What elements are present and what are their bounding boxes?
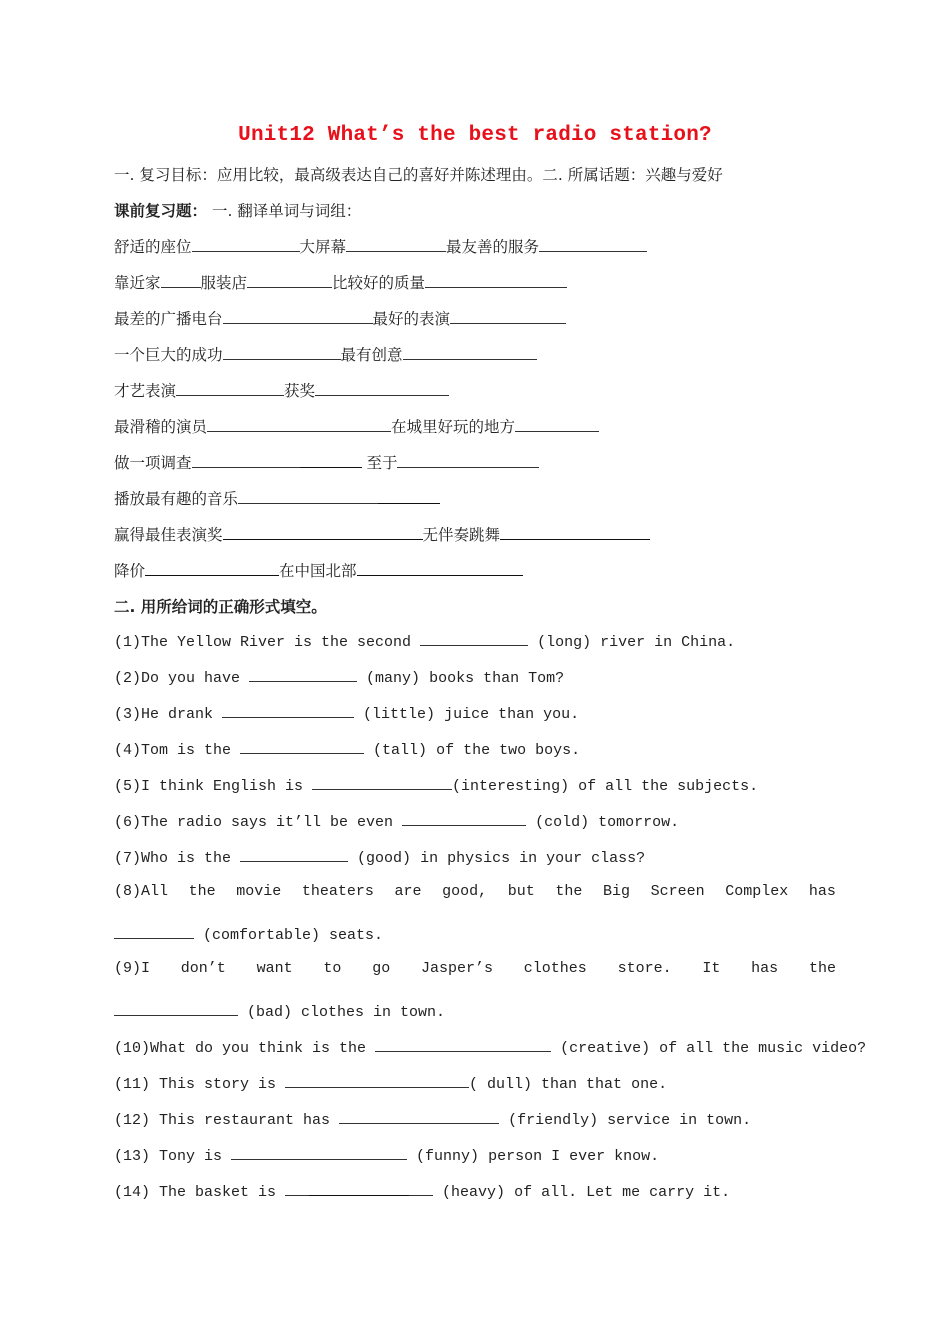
exercise-text: (11) This story is [114,1076,286,1093]
exercise-item [114,1181,730,1201]
vocab-item: 舒适的座位 [114,238,192,256]
word-hint: (bad) [247,1004,293,1021]
answer-blank[interactable] [192,453,300,468]
exercise-word: the [188,883,216,900]
answer-blank[interactable] [161,273,201,288]
exercise-text: (4)Tom is the [114,742,241,759]
answer-blank[interactable] [238,489,378,504]
exercise-word: (9)I [114,960,151,977]
vocab-row [114,487,440,509]
exercise-item-continuation [114,924,383,944]
vocab-row [114,343,537,365]
vocab-item: 才艺表演 [114,382,177,400]
answer-blank[interactable] [515,417,599,432]
word-hint: (little) [363,706,436,723]
exercise-text: than that one. [532,1076,668,1093]
answer-blank[interactable] [500,525,650,540]
exercise-word: has [751,960,779,977]
answer-blank[interactable] [397,453,539,468]
exercise-item [114,775,758,795]
answer-blank[interactable] [285,1181,309,1196]
answer-blank[interactable] [300,453,362,468]
exercise-item [114,703,579,723]
vocab-item: 最有创意 [340,346,403,364]
word-hint: (heavy) [442,1184,506,1201]
vocab-item: 靠近家 [114,274,161,292]
vocab-item: 播放最有趣的音乐 [114,490,239,508]
word-hint: (funny) [416,1148,480,1165]
exercise-item-justified [114,883,836,900]
word-hint: (interesting) [452,778,570,795]
answer-blank[interactable] [285,1073,469,1088]
word-hint: (creative) [560,1040,651,1057]
answer-blank[interactable] [192,237,300,252]
answer-blank[interactable] [309,1181,409,1196]
exercise-text: (1)The Yellow River is the second [114,634,421,651]
vocab-item: 降价 [114,562,146,580]
exercise-word: Complex [725,883,789,900]
exercise-item [114,631,735,651]
exercise-text: tomorrow. [589,814,680,831]
vocab-row [114,307,566,329]
word-hint: (cold) [535,814,590,831]
answer-blank[interactable] [409,1181,433,1196]
exercise-word: good, [442,883,488,900]
answer-blank[interactable] [378,489,440,504]
exercise-word: the [555,883,583,900]
answer-blank[interactable] [312,775,452,790]
exercise-text: clothes in town. [292,1004,446,1021]
answer-blank[interactable] [425,273,567,288]
exercise-word: don’t [180,960,226,977]
answer-blank[interactable] [145,561,279,576]
word-hint: ( dull) [469,1076,533,1093]
vocab-item: 至于 [366,454,398,472]
intro-objectives: 一. 复习目标：应用比较，最高级表达自己的喜好并陈述理由。二. 所属话题：兴趣与爱好 [114,166,723,184]
exercise-item [114,739,580,759]
answer-blank[interactable] [450,309,566,324]
exercise-item [114,1037,866,1057]
exercise-item [114,1145,659,1165]
answer-blank[interactable] [223,525,423,540]
exercise-text: books than Tom? [420,670,565,687]
vocab-item: 大屏幕 [299,238,347,256]
answer-blank[interactable] [420,631,528,646]
word-hint: (friendly) [508,1112,599,1129]
word-hint: (many) [366,670,421,687]
exercise-text: (10)What do you think is the [114,1040,376,1057]
vocab-row [114,451,539,473]
exercise-text: of all. Let me carry it. [505,1184,731,1201]
exercise-item-justified [114,960,836,977]
word-hint: (long) [537,634,592,651]
exercise-text: (6)The radio says it’ll be even [114,814,403,831]
exercise-word: the [808,960,836,977]
exercise-word: (8)All [114,883,169,900]
exercise-item-continuation [114,1001,445,1021]
answer-blank[interactable] [402,811,526,826]
answer-blank[interactable] [346,237,446,252]
vocab-row [114,379,449,401]
vocab-item: 在中国北部 [279,562,357,580]
exercise-item [114,1109,751,1129]
exercise-word: want [256,960,293,977]
answer-blank[interactable] [114,1001,238,1016]
exercise-text: (3)He drank [114,706,223,723]
vocab-item: 最友善的服务 [446,238,540,256]
answer-blank[interactable] [222,703,354,718]
exercise-item [114,667,564,687]
vocab-item: 获奖 [284,382,316,400]
vocab-item: 做一项调查 [114,454,192,472]
exercise-word: Screen [650,883,705,900]
exercise-word: has [808,883,836,900]
exercise-word: to [323,960,342,977]
exercise-text: (7)Who is the [114,850,241,867]
section1-heading: 一. 翻译单词与词组： [211,202,362,220]
answer-blank[interactable] [231,1145,407,1160]
vocab-item: 在城里好玩的地方 [391,418,516,436]
vocab-row [114,559,523,581]
exercise-item [114,847,645,867]
exercise-text: seats. [320,927,384,944]
vocab-item: 一个巨大的成功 [114,346,223,364]
exercise-word: theaters [301,883,374,900]
answer-blank[interactable] [114,924,194,939]
exercise-word: Jasper’s [420,960,493,977]
answer-blank[interactable] [240,739,364,754]
answer-blank[interactable] [240,847,348,862]
vocab-item: 服装店 [200,274,248,292]
exercise-text: juice than you. [435,706,580,723]
exercise-text: in physics in your class? [411,850,646,867]
vocab-row [114,523,650,545]
vocab-row [114,235,647,257]
exercise-text: (12) This restaurant has [114,1112,340,1129]
answer-blank[interactable] [339,1109,499,1124]
answer-blank[interactable] [315,381,449,396]
exercise-item [114,811,679,831]
vocab-row [114,271,567,293]
vocab-item: 比较好的质量 [332,274,426,292]
page-title: Unit12 What’s the best radio station? [238,124,712,147]
answer-blank[interactable] [223,345,341,360]
exercise-word: but [507,883,535,900]
answer-blank[interactable] [403,345,537,360]
vocab-item: 最差的广播电台 [114,310,223,328]
answer-blank[interactable] [223,309,373,324]
answer-blank[interactable] [375,1037,551,1052]
exercise-text: (14) The basket is [114,1184,286,1201]
exercise-word: movie [236,883,282,900]
exercise-word: Big [603,883,631,900]
vocab-item: 无伴奏跳舞 [422,526,501,544]
exercise-text: (5)I think English is [114,778,313,795]
answer-blank[interactable] [357,561,523,576]
section1-header [114,199,361,221]
exercise-text: (13) Tony is [114,1148,232,1165]
answer-blank[interactable] [539,237,647,252]
exercise-text: (2)Do you have [114,670,250,687]
exercise-text: river in China. [591,634,736,651]
answer-blank[interactable] [249,667,357,682]
vocab-item: 最滑稽的演员 [114,418,208,436]
exercise-text: of all the subjects. [569,778,759,795]
section2-heading: 二. 用所给词的正确形式填空。 [114,598,327,616]
section1-label: 课前复习题： [114,202,208,220]
exercise-text: person I ever know. [479,1148,660,1165]
exercise-text: of all the music video? [650,1040,867,1057]
vocab-row [114,415,599,437]
answer-blank[interactable] [176,381,284,396]
exercise-word: clothes [523,960,587,977]
exercise-word: are [394,883,422,900]
word-hint: (comfortable) [203,927,321,944]
word-hint: (tall) [373,742,428,759]
answer-blank[interactable] [207,417,391,432]
exercise-word: It [702,960,721,977]
exercise-item [114,1073,667,1093]
vocab-item: 最好的表演 [372,310,451,328]
vocab-item: 赢得最佳表演奖 [114,526,223,544]
exercise-word: store. [617,960,672,977]
answer-blank[interactable] [247,273,332,288]
word-hint: (good) [357,850,412,867]
exercise-text: service in town. [598,1112,752,1129]
exercise-text: of the two boys. [427,742,581,759]
exercise-word: go [372,960,391,977]
